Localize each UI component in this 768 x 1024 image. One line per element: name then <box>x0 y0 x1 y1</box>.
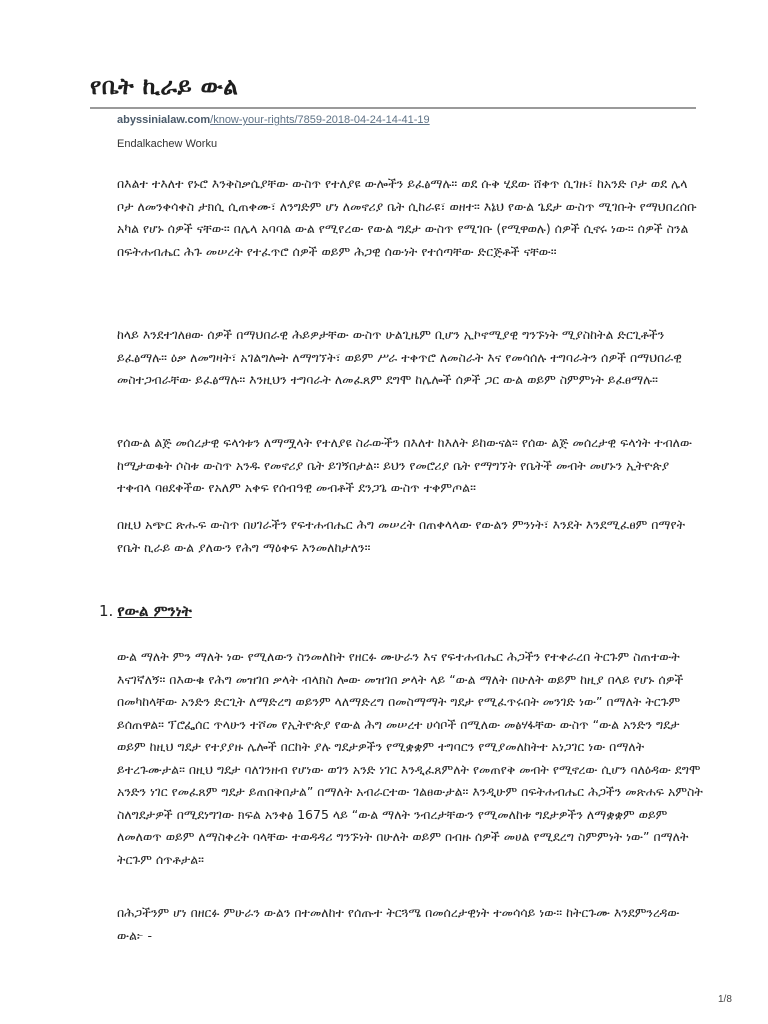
source-path[interactable]: /know-your-rights/7859-2018-04-24-14-41-19 <box>210 114 430 126</box>
paragraph-6: በሕጋችንም ሆነ በዘርፉ ምሁራን ውልን በተመለከተ የሰጡተ ትርጓሜ በመሰረታዊነት ተመሳሳይ ነው። ከትርጉሙ እንደምንረዳው ውል፦ - <box>117 905 680 943</box>
paragraph-1: በእልተ ተእለተ የኑሮ እንቅስቃሴያቸው ውስጥ የተለያዩ ውሎችን ይፈፅማሉ። ወደ ሱቅ ሂደው ሸቀጥ ሲገዙ፣ ከአንድ ቦታ ወደ ሌላ ቦታ ለመንቀሳቀስ ታክሲ ሲጠቀሙ፣ ለንግድም ሆነ ለመኖሪያ ቤት ሲከራዩ፣ ወዘተ። እኔህ የውል ጌደታ ውስጥ ሚገቡት የማህበረሰቡ አካል የሆኑ ሰዎች ናቸው። በሌላ አባባል ውል የሚየረው የውል ግደታ ውስጥ የሚገቡ (የሚዋወሉ) ሰዎች ሲኖሩ ነው። ሰዎች ስንል በፍትሐብሔር ሕጉ መሠረት የተፈጥሮ ሰዎች ወይም ሕጋዊ ሰውነት የተሰጣቸው ድርጅቶች ናቸው። <box>117 176 697 259</box>
author-name: Endalkachew Worku <box>117 138 218 150</box>
paragraph-3: የሰውል ልጅ መሰረታዊ ፍላጎቱን ለማሟላት የተለያዩ ስራውችን በእለተ ከእለት ይከውናል። የሰው ልጅ መሰረታዊ ፍላጎት ተብለው ከሚታወቁት ሶስቱ ውስጥ አንዱ የመኖሪያ ቤት ይገኝበታል። ይህን የመሮሪያ ቤት የማግኘት የቤትች መብት መሆኑን ኢትዮጵያ ተቀብላ ባፀደቀችው የአለም አቀፍ የሰብዓዊ መብቶች ደንጋጌ ውስጥ ተቀምጦል። <box>117 435 692 495</box>
paragraph-2: ከላይ እንደተገለፀው ሰዎች በማህበራዊ ሕይዎታቸው ውስጥ ሁልጊዜም ቢሆን ኢኮኖሚያዊ ግንኙነት ሚያስከትል ድርጊቶችን ይፈፅማሉ። ዕቃ ለመግዛት፣ አገልግሎት ለማግኘት፣ ወይም ሥራ ተቀጥሮ ለመስራት እና የመሳሰሉ ተግባራትን ሰዎች በማህበራዊ መስተጋብራቸው ይፈፅማሉ። እንዚህን ተግባራት ለመፈጸም ደግሞ ከሌሎች ሰዎች ጋር ውል ወይም ስምምነት ይፈፀማሉ። <box>117 327 682 387</box>
paragraph-5: ውል ማለት ምን ማለት ነው የሚለውን ስንመለከት የዘርፉ ሙሁራን እና የፍተሐብሔር ሕጋችን የተቀራረበ ትርጉም ስጠተውት እናገኛለኝ። በእውቁ የሕግ መዝገበ ቃላት ብላክስ ሎው መዝገበ ቃላት ላይ “ውል ማለት በሁለት ወይም ከዚያ በላይ የሆኑ ሰዎች በመካከላቸው አንድን ድርጊት ለማድረግ ወይንም ላለማድረግ በመስማማት ግደታ የሚፈጥሩበት መንገድ ነው” በማለት ትርጉም ይሰጠዋል። ፕሮፌሰር ጥላሁን ተሾመ የኢትዮጵያ የውል ሕግ መሠረተ ሀሳቦች በሚለው መፅሃፋቸው ውስጥ “ውል አንድን ግደታ ወይም ከዚህ ግደታ የተያያዙ ሌሎች በርከት ያሉ ግደታዎችን የሚቋቋም ተግባርን የሚያመለከትተ አነጋገር ነው በማለት ይተረጉሙታል። በዚህ ግደታ ባለገንዘብ የሆነው ወገን አንድ ነገር እንዲፈጸምለት የመጠየቅ መብት የሚኖረው ሲሆን ባለዕዳው ደግሞ አንድን ነገር የመፈጸም ግደታ ይጠበቅበታል” በማለት አብራርተው ገልፀውታል። እንዲሁም በፍትሐብሔር ሕጋችን መጽሐፍ አምስት ስለግደታዎች በሚደነግገው ክፍል አንቀፅ 1675 ላይ “ውል ማለት ንብረታቸውን የሚመለከቱ ግደታዎችን ለማቋቋም ወይም ለመለወጥ ወይም ለማስቀረት ባላቸው ተወዳዳሪ ግንኙነት በሁለት ወይም በብዙ ሰዎች መሀል የሚደረግ ስምምነት ነው” በማለት ትርጉም ሰጥቶታል። <box>117 649 703 867</box>
title-divider <box>90 107 696 109</box>
section-number: 1. <box>99 602 114 620</box>
section-heading <box>99 602 192 620</box>
document-title: የቤት ኪራይ ውል <box>90 74 239 100</box>
source-host[interactable]: abyssinialaw.com <box>117 114 211 126</box>
section-title: የውል ምንነት <box>117 602 192 620</box>
page-number: 1/8 <box>718 994 732 1005</box>
paragraph-4: በዚህ አጭር ጽሑፍ ውስጥ በሀገራችን የፍተሐብሔር ሕግ መሠረት በጠቀላላው የውልን ምንነት፣ እንደት እንደሚፈፀም በማየት የቤት ኪራይ ውል ያለውን የሕግ ማዕቀፍ እንመለከታለን። <box>117 517 686 555</box>
source-link[interactable] <box>117 114 430 126</box>
